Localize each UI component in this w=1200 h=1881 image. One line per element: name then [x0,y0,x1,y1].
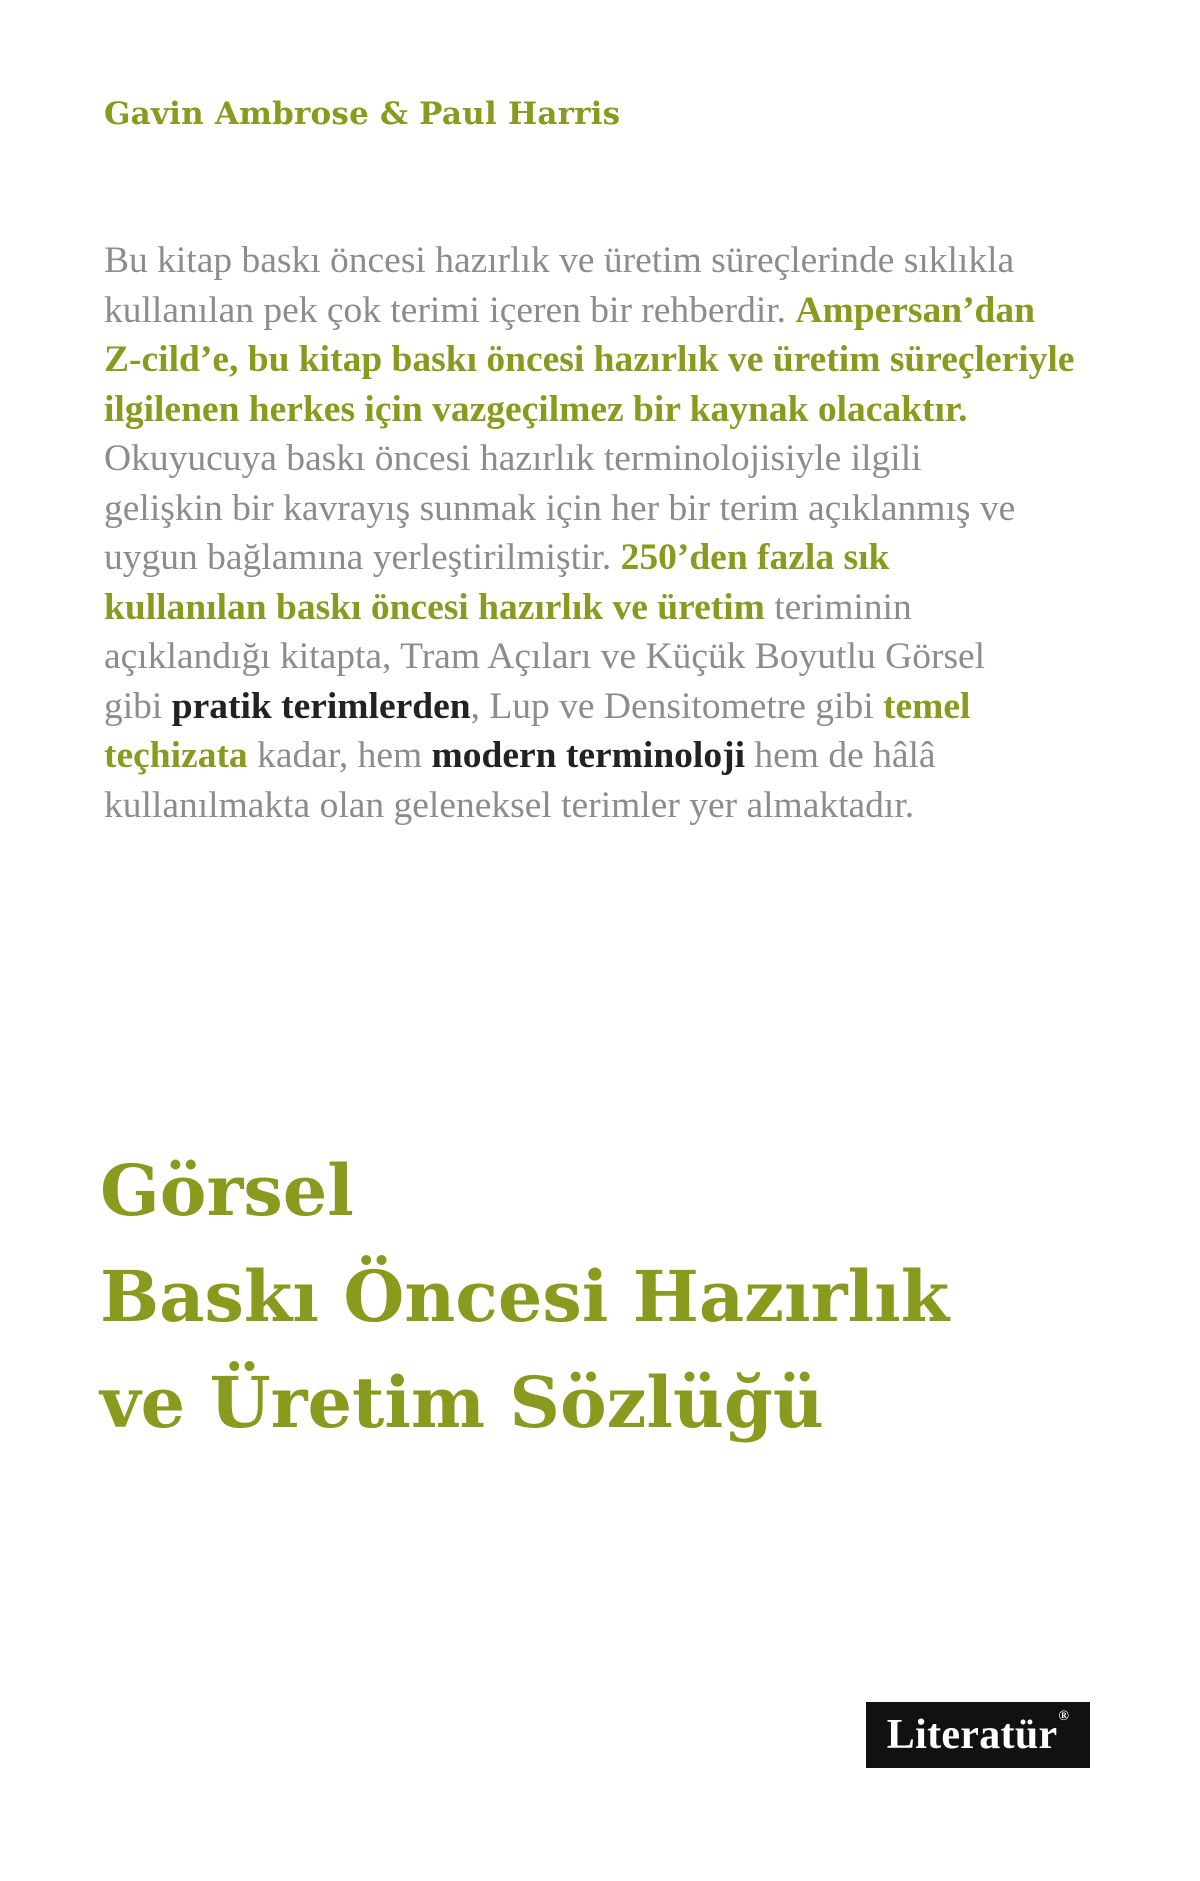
blurb-segment: teçhizata [104,735,248,776]
blurb-segment: Bu kitap baskı öncesi hazırlık ve üretim süreçlerinde sıklıkla [104,240,1015,281]
blurb-segment: ilgilenen herkes için vazgeçilmez bir kaynak olacaktır. [104,388,968,430]
blurb-segment: kadar, hem [247,735,432,776]
title-line-1: Görsel [100,1149,354,1232]
blurb-line [104,781,1104,831]
book-title [100,1138,949,1456]
blurb-line [104,385,1104,435]
blurb-segment: uygun bağlamına yerleştirilmiştir. [104,537,621,578]
blurb-segment: Ampersan’dan [795,289,1036,331]
blurb-line [104,335,1104,385]
blurb-line [104,682,1104,732]
blurb-segment: teriminin [764,586,912,628]
blurb-segment: Z-cild’e, bu kitap baskı öncesi hazırlık ve üretim süreçleriyle [104,339,1075,380]
registered-mark: ® [1058,1709,1070,1724]
publisher-logo [866,1702,1090,1768]
blurb-segment: , Lup ve Densitometre gibi [470,685,884,727]
blurb-segment: pratik terimlerden [171,685,471,727]
blurb-line [104,731,1104,781]
blurb-segment: 250’den fazla sık [620,537,890,578]
title-line-2: Baskı Öncesi Hazırlık [100,1255,950,1338]
blurb-segment: gibi [104,685,172,727]
blurb-segment: kullanılan pek çok terimi içeren bir rehberdir. [104,289,796,331]
blurb-line [104,236,1104,286]
blurb-line [104,484,1104,534]
author-names: Gavin Ambrose & Paul Harris [104,96,621,132]
blurb-line [104,583,1104,633]
blurb-segment: gelişkin bir kavrayış sunmak için her bir terim açıklanmış ve [104,487,1016,529]
blurb-line [104,434,1104,484]
blurb-segment: açıklandığı kitapta, Tram Açıları ve Küçük Boyutlu Görsel [104,636,986,677]
title-line-3: ve Üretim Sözlüğü [100,1361,824,1444]
blurb-line [104,533,1104,583]
back-blurb [104,236,1104,830]
blurb-segment: Okuyucuya baskı öncesi hazırlık terminolojisiyle ilgili [104,438,922,479]
blurb-segment: hem de hâlâ [745,735,936,776]
blurb-line [104,632,1104,682]
blurb-line [104,286,1104,336]
blurb-segment: modern terminoloji [431,735,746,776]
blurb-segment: kullanılmakta olan geleneksel terimler yer almaktadır. [104,784,915,826]
blurb-segment: kullanılan baskı öncesi hazırlık ve üretim [104,586,765,628]
publisher-name: Literatür [886,1712,1058,1758]
blurb-segment: temel [883,685,971,727]
